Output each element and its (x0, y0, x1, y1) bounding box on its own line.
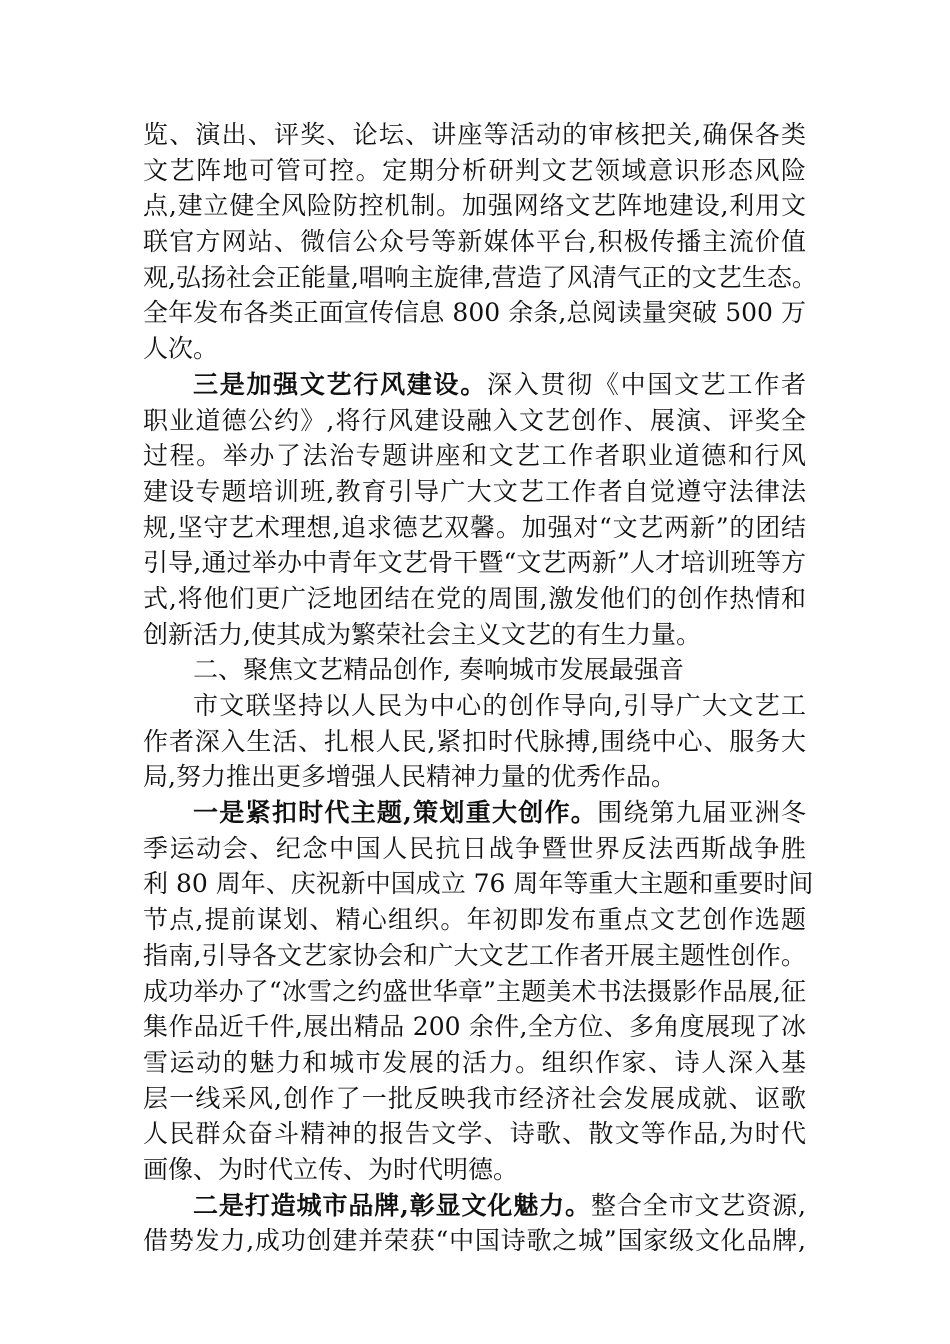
line-text: 职业道德公约》,将行风建设融入文艺创作、展演、评奖全 (143, 405, 806, 435)
text-line (143, 153, 806, 189)
text-line (143, 974, 806, 1010)
text-line (143, 938, 806, 974)
line-text: 整合全市文艺资源, (590, 1190, 806, 1220)
line-text: 深入贯彻《中国文艺工作者 (487, 369, 806, 399)
text-line (143, 188, 806, 224)
text-line (143, 795, 806, 831)
document-body (143, 117, 817, 1259)
text-line (143, 866, 814, 902)
text-line (143, 759, 806, 795)
line-text: 季运动会、纪念中国人民抗日战争暨世界反法西斯战争胜 (143, 833, 806, 863)
line-text: 节点,提前谋划、精心组织。年初即发布重点文艺创作选题 (143, 905, 806, 935)
line-text: 式,将他们更广泛地团结在党的周围,激发他们的创作热情和 (143, 583, 806, 613)
text-line (143, 1081, 806, 1117)
line-text: 作者深入生活、扎根人民,紧扣时代脉搏,围绕中心、服务大 (143, 726, 806, 756)
line-text: 建设专题培训班,教育引导广大文艺工作者自觉遵守法律法 (143, 476, 806, 506)
line-text: 市文联坚持以人民为中心的创作导向,引导广大文艺工 (193, 691, 806, 720)
text-line (143, 474, 806, 510)
line-text: 规,坚守艺术理想,追求德艺双馨。加强对“文艺两新”的团结 (143, 512, 806, 542)
line-text: 联官方网站、微信公众号等新媒体平台,积极传播主流价值 (143, 227, 806, 257)
text-line (143, 331, 806, 367)
line-text: 点,建立健全风险防控机制。加强网络文艺阵地建设,利用文 (143, 191, 806, 221)
line-text: 雪运动的魅力和城市发展的活力。组织作家、诗人深入基 (143, 1047, 806, 1077)
bold-lead-text: 三是加强文艺行风建设。 (193, 369, 487, 399)
line-text: 过程。举办了法治专题讲座和文艺工作者职业道德和行风 (143, 441, 806, 471)
text-line (143, 510, 806, 546)
line-text: 指南,引导各文艺家协会和广大文艺工作者开展主题性创作。 (143, 940, 806, 970)
text-line (143, 1188, 806, 1224)
line-text: 观,弘扬社会正能量,唱响主旋律,营造了风清气正的文艺生态。 (143, 262, 817, 292)
text-line (143, 1045, 806, 1081)
line-text: 画像、为时代立传、为时代明德。 (143, 1154, 519, 1184)
line-text: 集作品近千件,展出精品 200 余件,全方位、多角度展现了冰 (143, 1012, 806, 1042)
line-text: 创新活力,使其成为繁荣社会主义文艺的有生力量。 (143, 619, 701, 649)
line-text: 层一线采风,创作了一批反映我市经济社会发展成就、讴歌 (143, 1083, 806, 1113)
text-line (143, 1223, 806, 1259)
text-line (143, 902, 806, 938)
text-line (143, 688, 806, 724)
text-line (143, 652, 806, 688)
text-line (143, 367, 806, 403)
bold-lead-text: 二是打造城市品牌,彰显文化魅力。 (193, 1190, 591, 1220)
text-line (143, 295, 806, 331)
bold-lead-text: 一是紧扣时代主题,策划重大创作。 (193, 798, 598, 828)
text-line (143, 724, 806, 760)
line-text: 利 80 周年、庆祝新中国成立 76 周年等重大主题和重要时间 (143, 869, 814, 899)
line-text: 借势发力,成功创建并荣获“中国诗歌之城”国家级文化品牌, (143, 1226, 806, 1256)
line-text: 人民群众奋斗精神的报告文学、诗歌、散文等作品,为时代 (143, 1119, 806, 1149)
text-line (143, 224, 806, 260)
text-line (143, 438, 806, 474)
text-line (143, 1116, 806, 1152)
line-text: 引导,通过举办中青年文艺骨干暨“文艺两新”人才培训班等方 (143, 548, 806, 578)
text-line (143, 831, 806, 867)
text-line (143, 1009, 806, 1045)
line-text: 局,努力推出更多增强人民精神力量的优秀作品。 (143, 762, 676, 792)
text-line (143, 545, 806, 581)
line-text: 览、演出、评奖、论坛、讲座等活动的审核把关,确保各类 (143, 120, 806, 149)
line-text: 成功举办了“冰雪之约盛世华章”主题美术书法摄影作品展,征 (143, 976, 806, 1006)
text-line (143, 260, 817, 296)
text-line (143, 117, 806, 153)
text-line (143, 1152, 806, 1188)
line-text: 围绕第九届亚洲冬 (597, 798, 806, 828)
line-text: 文艺阵地可管可控。定期分析研判文艺领域意识形态风险 (143, 155, 806, 185)
text-line (143, 581, 806, 617)
line-text: 人次。 (143, 334, 219, 364)
text-line (143, 403, 806, 439)
line-text: 二、聚焦文艺精品创作, 奏响城市发展最强音 (193, 655, 684, 685)
text-line (143, 617, 806, 653)
line-text: 全年发布各类正面宣传信息 800 余条,总阅读量突破 500 万 (143, 298, 806, 328)
